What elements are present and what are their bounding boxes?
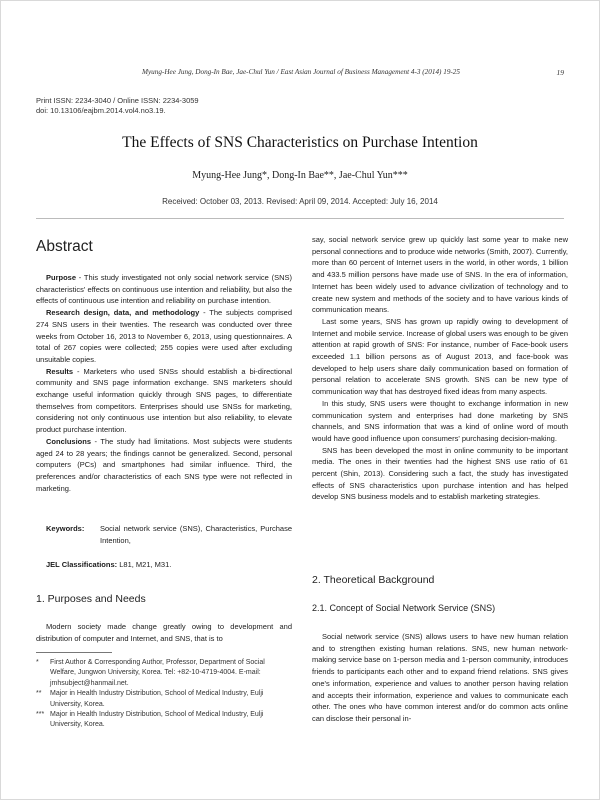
footnote-2 xyxy=(36,689,292,710)
intro-para-c: In this study, SNS users were thought to exchange information in new communication system and enterprises had done marketing by SNS channels, and SNS information that was a kind of online word of mouth would have good influence upon consumers' purchasing decision-making. xyxy=(312,398,568,443)
purpose-text: - This study investigated not only social network service (SNS) characteristics' effects on continuous use intention and reliability, but also the effects of continuous use intention and reliability on purchase intention. xyxy=(36,273,292,306)
abstract-purpose xyxy=(36,272,292,307)
footnote-3-mark: *** xyxy=(36,711,45,719)
footnote-divider xyxy=(36,652,112,653)
intro-para-a: say, social network service grew up quickly last some year to make new personal connections and to produce wide networks (Smith, 2007). Currently, more than 60 percent of Internet users in the world, in other words, 1 billion and 433.5 million persons have made use of SNS. In the era of information, Internet has been widely used to advance civilization of technology and to create new system and methods of the society and to have various kinds of communication means. xyxy=(312,235,568,315)
footnote-3 xyxy=(36,710,292,731)
section-1-heading: 1. Purposes and Needs xyxy=(36,593,146,605)
footnote-3-text: Major in Health Industry Distribution, School of Medical Industry, Eulji University, Korea. xyxy=(50,711,264,729)
jel-label: JEL Classifications: xyxy=(46,560,118,569)
purpose-label: Purpose xyxy=(46,273,77,282)
intro-para-d: SNS has been developed the most in online community to be important media. The ones in their twenties had the highest SNS use ratio of 61 percent (Shin, 2013). Considering such a fact, the study has investigated effects of SNS characteristics upon purchase intention and has helped develop SNS business models and to establish marketing strategies. xyxy=(312,445,568,502)
received-dates: Received: October 03, 2013. Revised: April 09, 2014. Accepted: July 16, 2014 xyxy=(162,197,438,206)
keywords-block xyxy=(36,523,292,546)
abstract-design xyxy=(36,307,292,366)
footnote-2-text: Major in Health Industry Distribution, School of Medical Industry, Eulji University, Korea. xyxy=(50,690,264,708)
doi-line: doi: 10.13106/eajbm.2014.vol4.no3.19. xyxy=(36,105,166,115)
results-label: Results xyxy=(46,366,74,376)
jel-line xyxy=(46,559,292,571)
keywords-line xyxy=(46,523,292,546)
footnote-1 xyxy=(36,658,292,689)
header-divider xyxy=(36,218,564,219)
page-number: 19 xyxy=(556,68,564,77)
abstract-heading: Abstract xyxy=(36,238,93,255)
conclusions-text: - The study had limitations. Most subjects were students aged 24 to 28 years; the findings cannot be generalized. Second, personal computers (PCs) and smartphones had similar influence. Third, the preferences and/or characteristics of each SNS type were not reflected in marketing. xyxy=(36,436,292,493)
jel-text: L81, M21, M31. xyxy=(117,560,172,569)
conclusions-label: Conclusions xyxy=(46,436,92,446)
keywords-label: Keywords: xyxy=(46,524,85,533)
intro-para-b: Last some years, SNS has grown up rapidly owing to development of Internet and mobile service. Increase of global users was enough to be given attention at rapid growth of SNS: For instance, number of Face-book users exceeded 1.1 billion persons as of August 2013, and face-book was developed to help users share daily communication based on formation of personal relation to accelerate SNS growth. SNS can be new type of communication way that has destroyed fixed ideas from many aspects. xyxy=(312,316,568,397)
jel-block xyxy=(36,559,292,571)
paper-title: The Effects of SNS Characteristics on Purchase Intention xyxy=(122,134,478,151)
paper-authors: Myung-Hee Jung*, Dong-In Bae**, Jae-Chul Yun*** xyxy=(192,170,408,181)
publication-meta xyxy=(36,96,199,116)
section-2-heading: 2. Theoretical Background xyxy=(312,574,435,586)
design-label: Research design, data, and methodology xyxy=(46,308,200,318)
right-column-intro xyxy=(312,234,568,503)
abstract-body xyxy=(36,272,292,494)
footnote-1-mark: * xyxy=(36,659,39,666)
issn-line: Print ISSN: 2234-3040 / Online ISSN: 2234-3059 xyxy=(36,96,199,105)
keywords-text: Social network service (SNS), Characteristics, Purchase Intention, xyxy=(100,524,292,545)
footnote-2-mark: ** xyxy=(36,690,42,698)
results-text: - Marketers who used SNSs should establish a bi-directional community and SNS page information exchange. SNS marketers should exchange useful information quickly through SNS pages, to differentiate themselves from competitors. Enterprises should use SNSs for marketing, considering not only continuous use intention but also reliability, to elevate product purchase intention. xyxy=(36,366,292,435)
abstract-conclusions xyxy=(36,436,292,495)
abstract-results xyxy=(36,366,292,436)
design-text: - The subjects comprised 274 SNS users in their twenties. The research was conducted over three weeks from October 16, 2013 to November 6, 2013, using questionnaires. A total of 267 copies were collected; 255 copies were used after excluding unsuitable copies. xyxy=(36,308,293,364)
footnotes xyxy=(36,658,292,731)
section-1-body xyxy=(36,621,292,644)
section-2-para: Social network service (SNS) allows users to have new human relation and to strengthen existing human relations. SNS, new human network-making service base on 1-person media and 1-person community, introduces friends to participants each other and to expand friend relations. SNS gives one's information, experience and values to another person having relation and accepts their information, experience and values to communicate each other. The ones who have common interest and/or do common acts online can disclose their personal in- xyxy=(312,632,568,723)
section-2-body xyxy=(312,631,568,725)
section-1-para: Modern society made change greatly owing to development and distribution of computer and Internet, and SNS, that is to xyxy=(36,622,292,643)
running-header: Myung-Hee Jung, Dong-In Bae, Jae-Chul Yun / East Asian Journal of Business Management 4-3 (2014) 19-25 xyxy=(142,68,460,76)
subsection-2-1-heading: 2.1. Concept of Social Network Service (SNS) xyxy=(312,603,496,613)
footnote-1-text: First Author & Corresponding Author, Professor, Department of Social Welfare, Jungwon University, Korea. Tel: +82-10-4719-4004. E-mail: jmhsubject@hanmail.net. xyxy=(50,659,265,687)
